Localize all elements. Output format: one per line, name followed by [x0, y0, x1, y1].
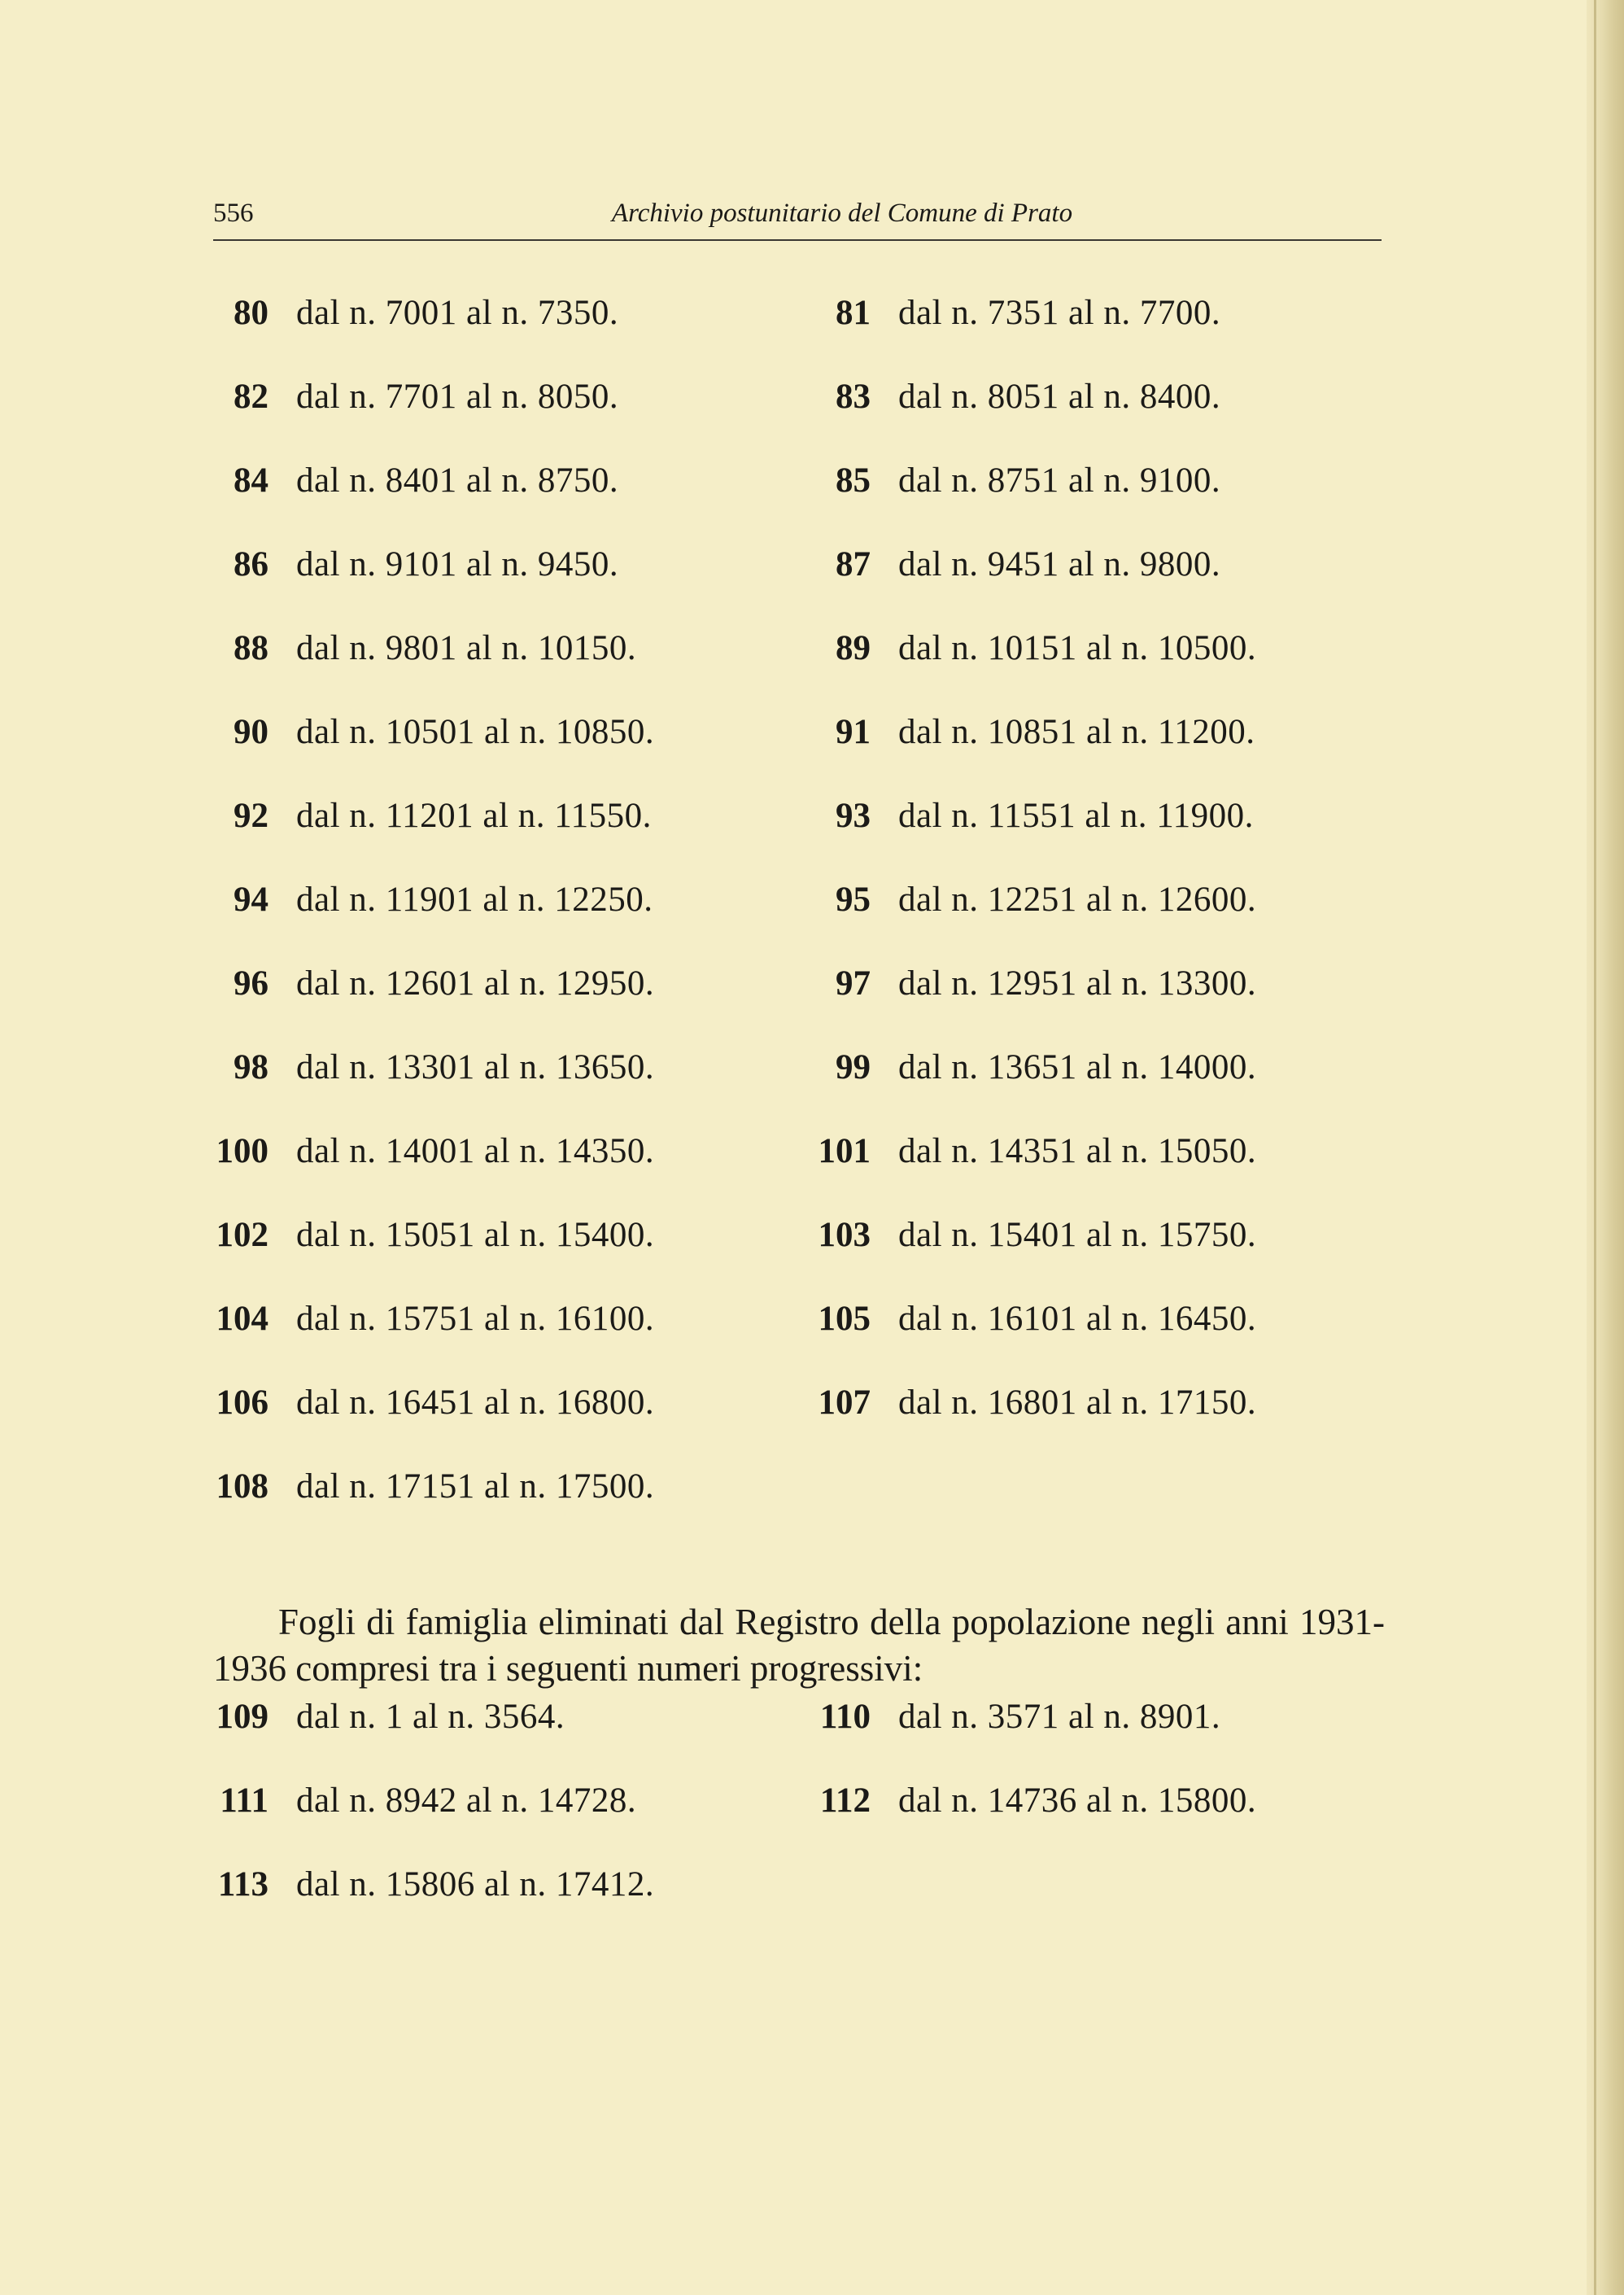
- list-entry: [213, 1467, 654, 1506]
- number-range: dal n. 8051 al n. 8400.: [898, 378, 1221, 416]
- list-entry: [815, 796, 1254, 836]
- number-range: dal n. 9801 al n. 10150.: [296, 629, 637, 667]
- list-entry: [213, 293, 618, 333]
- list-row: [213, 796, 1385, 880]
- folder-number: 112: [819, 1781, 871, 1820]
- list-entry: [213, 1383, 654, 1423]
- number-range: dal n. 14351 al n. 15050.: [898, 1132, 1257, 1170]
- folder-number: 98: [234, 1048, 268, 1086]
- list-row: [213, 544, 1385, 628]
- folder-number: 91: [836, 713, 871, 751]
- folder-number: 97: [836, 964, 871, 1003]
- number-range: dal n. 9101 al n. 9450.: [296, 545, 619, 584]
- folder-number: 96: [234, 964, 268, 1003]
- list-entry: [815, 880, 1256, 920]
- list-row: [213, 1299, 1385, 1383]
- number-range: dal n. 12601 al n. 12950.: [296, 964, 655, 1003]
- list-entry: [213, 1697, 565, 1737]
- list-entry: [815, 712, 1255, 752]
- running-title: Archivio postunitario del Comune di Prato: [611, 199, 1073, 228]
- list-entry: [213, 1299, 654, 1339]
- number-range: dal n. 3571 al n. 8901.: [898, 1698, 1221, 1736]
- folder-number: 93: [836, 797, 871, 835]
- section-paragraph: Fogli di famiglia eliminati dal Registro della popolazione negli anni 1931-1936 compresi tra i seguenti numeri progressivi:: [213, 1602, 1385, 1689]
- list-row: [213, 1697, 1385, 1781]
- list-entry: [213, 1131, 654, 1171]
- number-range: dal n. 17151 al n. 17500.: [296, 1467, 655, 1506]
- number-range: dal n. 16101 al n. 16450.: [898, 1300, 1257, 1338]
- number-range: dal n. 15401 al n. 15750.: [898, 1216, 1257, 1254]
- registry-list-bottom: [213, 1697, 1385, 1948]
- number-range: dal n. 7701 al n. 8050.: [296, 378, 619, 416]
- number-range: dal n. 12951 al n. 13300.: [898, 964, 1257, 1003]
- list-row: [213, 1131, 1385, 1215]
- list-row: [213, 377, 1385, 461]
- number-range: dal n. 11901 al n. 12250.: [296, 881, 653, 919]
- page-header: [213, 199, 1382, 241]
- list-entry: [815, 964, 1256, 1003]
- list-entry: [213, 1864, 654, 1904]
- folder-number: 99: [836, 1048, 871, 1086]
- number-range: dal n. 11551 al n. 11900.: [898, 797, 1254, 835]
- list-entry: [213, 1781, 636, 1821]
- folder-number: 108: [216, 1467, 268, 1506]
- number-range: dal n. 8401 al n. 8750.: [296, 461, 619, 500]
- folder-number: 105: [818, 1300, 871, 1338]
- number-range: dal n. 7351 al n. 7700.: [898, 294, 1221, 332]
- folder-number: 85: [836, 461, 871, 500]
- folder-number: 86: [234, 545, 268, 584]
- page-edge-shadow: [1587, 0, 1624, 2295]
- number-range: dal n. 8751 al n. 9100.: [898, 461, 1221, 500]
- list-entry: [213, 964, 654, 1003]
- number-range: dal n. 16801 al n. 17150.: [898, 1384, 1257, 1422]
- folder-number: 107: [818, 1384, 871, 1422]
- list-entry: [213, 377, 618, 417]
- number-range: dal n. 13651 al n. 14000.: [898, 1048, 1257, 1086]
- list-entry: [213, 1215, 654, 1255]
- list-entry: [815, 1299, 1256, 1339]
- folder-number: 103: [818, 1216, 871, 1254]
- number-range: dal n. 10501 al n. 10850.: [296, 713, 655, 751]
- list-entry: [815, 1781, 1256, 1821]
- list-row: [213, 880, 1385, 964]
- folder-number: 95: [836, 881, 871, 919]
- list-row: [213, 1047, 1385, 1131]
- number-range: dal n. 1 al n. 3564.: [296, 1698, 565, 1736]
- list-entry: [815, 1131, 1256, 1171]
- list-entry: [213, 628, 636, 668]
- number-range: dal n. 14001 al n. 14350.: [296, 1132, 655, 1170]
- folder-number: 90: [234, 713, 268, 751]
- folder-number: 83: [836, 378, 871, 416]
- list-entry: [815, 461, 1220, 501]
- list-row: [213, 461, 1385, 544]
- folder-number: 111: [220, 1781, 268, 1820]
- number-range: dal n. 13301 al n. 13650.: [296, 1048, 655, 1086]
- folder-number: 89: [836, 629, 871, 667]
- folder-number: 110: [819, 1698, 871, 1736]
- list-entry: [213, 796, 652, 836]
- folder-number: 88: [234, 629, 268, 667]
- number-range: dal n. 7001 al n. 7350.: [296, 294, 619, 332]
- folder-number: 104: [216, 1300, 268, 1338]
- folder-number: 92: [234, 797, 268, 835]
- number-range: dal n. 15806 al n. 17412.: [296, 1865, 655, 1904]
- registry-list-top: [213, 293, 1385, 1550]
- list-entry: [815, 1215, 1256, 1255]
- list-row: [213, 1864, 1385, 1948]
- list-entry: [213, 1047, 654, 1087]
- list-entry: [815, 1383, 1256, 1423]
- folder-number: 101: [818, 1132, 871, 1170]
- folder-number: 80: [234, 294, 268, 332]
- folder-number: 109: [216, 1698, 268, 1736]
- list-row: [213, 1215, 1385, 1299]
- folder-number: 87: [836, 545, 871, 584]
- page-edge-line: [1594, 0, 1596, 2295]
- folder-number: 102: [216, 1216, 268, 1254]
- list-row: [213, 628, 1385, 712]
- folder-number: 100: [216, 1132, 268, 1170]
- list-entry: [815, 544, 1220, 584]
- number-range: dal n. 9451 al n. 9800.: [898, 545, 1221, 584]
- number-range: dal n. 8942 al n. 14728.: [296, 1781, 637, 1820]
- list-row: [213, 1383, 1385, 1467]
- folder-number: 113: [217, 1865, 268, 1904]
- list-entry: [213, 712, 654, 752]
- list-entry: [815, 1047, 1256, 1087]
- folder-number: 94: [234, 881, 268, 919]
- folder-number: 106: [216, 1384, 268, 1422]
- list-entry: [213, 544, 618, 584]
- list-entry: [815, 377, 1220, 417]
- number-range: dal n. 14736 al n. 15800.: [898, 1781, 1257, 1820]
- list-entry: [815, 1697, 1220, 1737]
- list-entry: [815, 293, 1220, 333]
- page-number: 556: [213, 199, 254, 228]
- list-entry: [815, 628, 1256, 668]
- list-entry: [213, 461, 618, 501]
- list-row: [213, 1467, 1385, 1550]
- list-row: [213, 293, 1385, 377]
- folder-number: 82: [234, 378, 268, 416]
- number-range: dal n. 11201 al n. 11550.: [296, 797, 652, 835]
- number-range: dal n. 10151 al n. 10500.: [898, 629, 1257, 667]
- list-row: [213, 712, 1385, 796]
- number-range: dal n. 10851 al n. 11200.: [898, 713, 1255, 751]
- list-row: [213, 1781, 1385, 1864]
- number-range: dal n. 15051 al n. 15400.: [296, 1216, 655, 1254]
- folder-number: 84: [234, 461, 268, 500]
- number-range: dal n. 16451 al n. 16800.: [296, 1384, 655, 1422]
- list-row: [213, 964, 1385, 1047]
- list-entry: [213, 880, 653, 920]
- number-range: dal n. 15751 al n. 16100.: [296, 1300, 655, 1338]
- number-range: dal n. 12251 al n. 12600.: [898, 881, 1257, 919]
- folder-number: 81: [836, 294, 871, 332]
